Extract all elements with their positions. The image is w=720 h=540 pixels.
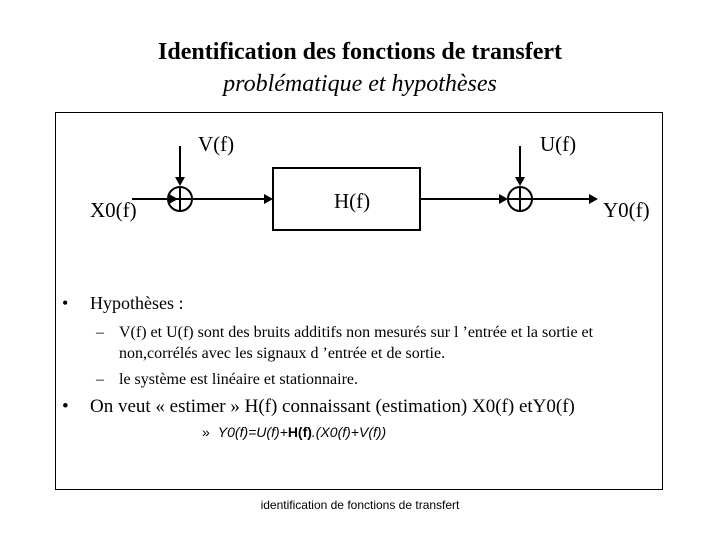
- input-signal-label: X0(f): [90, 198, 137, 222]
- formula-part-1: Y0(f)=U(f)+: [217, 424, 288, 440]
- input-noise-label: V(f): [198, 132, 235, 156]
- input-noise-arrow: [175, 146, 185, 186]
- input-summing-junction: [168, 187, 192, 211]
- formula-marker: »: [202, 424, 210, 440]
- hypothesis-item: [96, 322, 656, 364]
- output-summing-junction: [508, 187, 532, 211]
- hypothesis-text: V(f) et U(f) sont des bruits additifs non mesurés sur l ’entrée et la sortie et non,corrélés avec les signaux d ’entrée et de sortie.: [119, 324, 594, 362]
- bullet-marker: •: [62, 293, 69, 313]
- footer-text: identification de fonctions de transfert: [260, 498, 460, 512]
- page-subtitle: problématique et hypothèses: [223, 71, 497, 97]
- hypotheses-heading: Hypothèses :: [90, 293, 184, 313]
- output-noise-label: U(f): [540, 132, 577, 156]
- dash-marker: –: [96, 324, 104, 341]
- formula-transfer-function: H(f): [287, 424, 312, 440]
- formula-part-2: .(X0(f)+V(f)): [311, 424, 387, 440]
- transfer-formula: [202, 424, 386, 440]
- system-to-junction-arrow: [420, 194, 508, 204]
- hypothesis-text: le système est linéaire et stationnaire.: [119, 371, 359, 388]
- junction-to-system-arrow: [192, 194, 273, 204]
- bullet-marker: •: [62, 396, 69, 417]
- output-signal-label: Y0(f): [603, 198, 650, 222]
- hypothesis-item: [96, 369, 358, 390]
- dash-marker: –: [96, 371, 104, 388]
- output-noise-arrow: [515, 146, 525, 186]
- objective-text: On veut « estimer » H(f) connaissant (estimation) X0(f) etY0(f): [90, 396, 575, 417]
- system-label: H(f): [334, 189, 371, 213]
- page-title: Identification des fonctions de transfert: [158, 39, 562, 65]
- output-arrow: [532, 194, 598, 204]
